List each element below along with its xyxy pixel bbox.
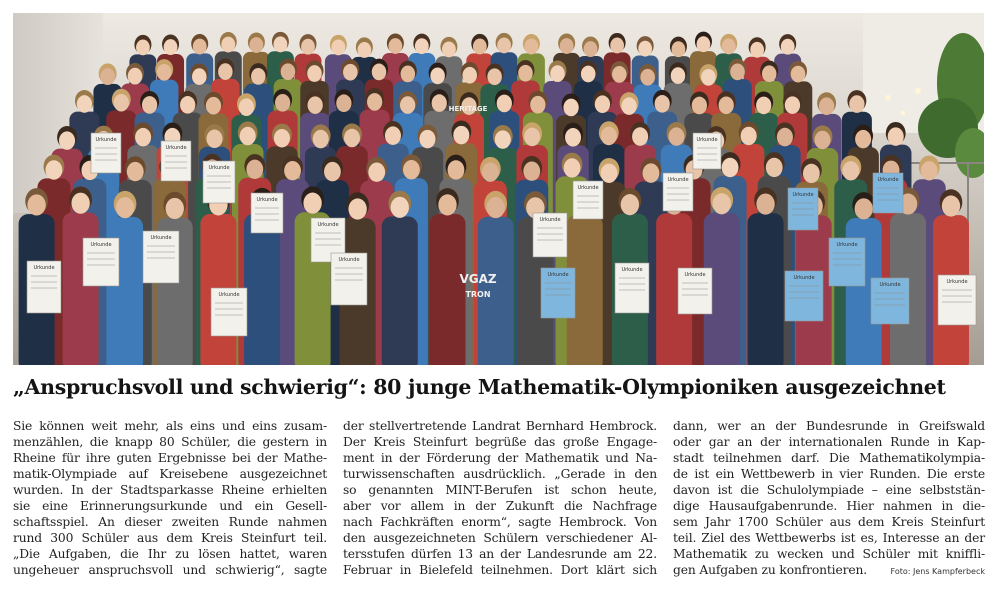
text-line: ungeheuer anspruchsvoll und schwierig“, sagte xyxy=(13,563,327,577)
group-photo xyxy=(13,13,984,365)
text-line: Sie können weit mehr, als eins und eins zusam- xyxy=(13,419,327,433)
certificate-label: Urkunde xyxy=(218,292,240,298)
text-line: den ausgezeichneten Schülern verschiedener Al- xyxy=(343,531,657,545)
text-line: tersstufen dürfen 13 an der Landesrunde am 22. xyxy=(343,547,657,561)
certificate-label: Urkunde xyxy=(879,282,901,288)
text-line: Rheine für ihre guten Ergebnisse bei der Mathe- xyxy=(13,451,327,465)
certificate-label: Urkunde xyxy=(696,137,718,143)
text-line: Mathematik zu wecken und Schüler mit kniffli- xyxy=(673,547,985,561)
text-line: oder gar an der internationalen Runde in Kap- xyxy=(673,435,985,449)
certificate-label: Urkunde xyxy=(792,192,814,198)
certificate-label: Urkunde xyxy=(667,177,689,183)
article-body xyxy=(13,418,985,584)
certificate-label: Urkunde xyxy=(684,272,706,278)
last-line-with-credit xyxy=(673,562,985,578)
certificate-label: Urkunde xyxy=(208,165,230,171)
certificate-label: Urkunde xyxy=(836,242,858,248)
text-line: wurden. In der Stadtsparkasse Rheine erhielten xyxy=(13,483,327,497)
text-line: sem Jahr 1700 Schüler aus dem Kreis Steinfurt xyxy=(673,515,985,529)
shirt-print: TRON xyxy=(465,290,491,299)
certificate-label: Urkunde xyxy=(577,185,599,191)
certificate-label: Urkunde xyxy=(150,235,172,241)
certificate-label: Urkunde xyxy=(946,279,968,285)
certificate-label: Urkunde xyxy=(90,242,112,248)
text-line: teil. Ziel des Wettbewerbs ist es, Interesse an der xyxy=(673,531,985,545)
certificate-label: Urkunde xyxy=(317,222,339,228)
text-line: de ist ein Wettbewerb in vier Runden. Die erste xyxy=(673,467,985,481)
text-column-3 xyxy=(673,418,985,578)
text-line: der stellvertretende Landrat Bernhard Hembrock. xyxy=(343,419,657,433)
text-line: menzählen, die knapp 80 Schüler, die gestern in xyxy=(13,435,327,449)
certificate-label: Urkunde xyxy=(793,275,815,281)
shirt-print: VGAZ xyxy=(459,272,497,286)
text-line: nach Fachkräften enorm“, sagte Hembrock. Von xyxy=(343,515,657,529)
certificate-label: Urkunde xyxy=(877,177,899,183)
certificate-label: Urkunde xyxy=(547,272,569,278)
certificate-label: Urkunde xyxy=(539,217,561,223)
text-line: dige Hausaufgabenrunde. Hier nahmen in die- xyxy=(673,499,985,513)
certificate-label: Urkunde xyxy=(256,197,278,203)
text-line: ment in der Förderung der Mathematik und Na- xyxy=(343,451,657,465)
text-line: turwissenschaften ausdrücklich. „Gerade in den xyxy=(343,467,657,481)
text-line: „Die Aufgaben, die Ihr zu lösen hattet, waren xyxy=(13,547,327,561)
text-line: schaftsspiel. An dieser zweiten Runde nahmen xyxy=(13,515,327,529)
text-line: Der Kreis Steinfurt begrüße das große Engage- xyxy=(343,435,657,449)
text-line: rund 300 Schüler aus dem Kreis Steinfurt teil. xyxy=(13,531,327,545)
text-column-2 xyxy=(343,418,657,578)
photo-credit: Foto: Jens Kampferbeck xyxy=(890,567,985,576)
text-line: davon ist die Schulolympiade – eine selbststän- xyxy=(673,483,985,497)
text-line: sie eine Erinnerungsurkunde und ein Gesell- xyxy=(13,499,327,513)
certificate-label: Urkunde xyxy=(621,267,643,273)
certificate-label: Urkunde xyxy=(165,145,187,151)
text-line: gen Aufgaben zu konfrontieren. xyxy=(673,563,867,577)
headline: „Anspruchsvoll und schwierig“: 80 junge Mathematik-Olympioniken ausgezeichnet xyxy=(13,375,946,399)
certificate-label: Urkunde xyxy=(338,257,360,263)
text-line: dann, wer an der Bundesrunde in Greifswald xyxy=(673,419,985,433)
group-photo-illustration xyxy=(13,13,984,365)
text-line: aber vor allem in der Zukunft die Nachfrage xyxy=(343,499,657,513)
text-column-1 xyxy=(13,418,327,578)
text-line: stadt teilnehmen darf. Die Mathematikolympia- xyxy=(673,451,985,465)
certificate-label: Urkunde xyxy=(95,137,117,143)
text-line: Februar in Bielefeld teilnehmen. Dort klärt sich xyxy=(343,563,657,577)
shirt-print: HERITAGE xyxy=(448,105,488,113)
certificate-label: Urkunde xyxy=(33,265,55,271)
text-line: matik-Olympiade auf Kreisebene ausgezeichnet xyxy=(13,467,327,481)
text-line: so genannten MINT-Berufen ist schon heute, xyxy=(343,483,657,497)
